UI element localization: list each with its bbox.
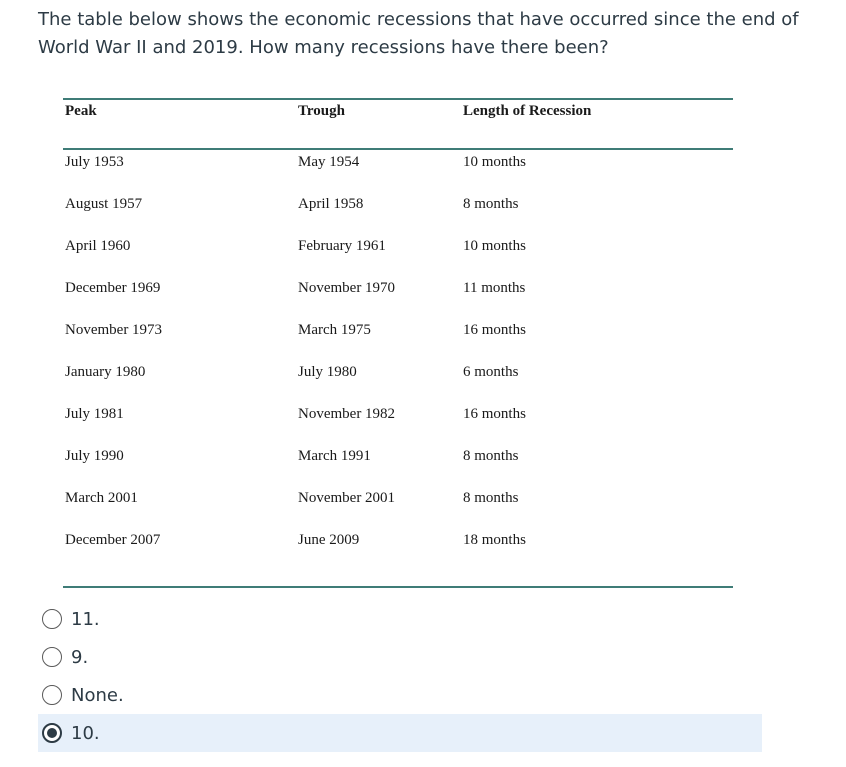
table-row — [63, 238, 733, 280]
table-body — [63, 154, 733, 556]
question-text: The table below shows the economic recessions that have occurred since the end of World War II and 2019. How many recessions have there been? — [38, 9, 799, 58]
answer-option-9[interactable] — [38, 638, 762, 676]
cell-trough: November 2001 — [298, 490, 396, 506]
table-row — [63, 154, 733, 196]
cell-trough: July 1980 — [298, 364, 357, 380]
table-bottom-gap — [63, 556, 733, 586]
table-bottom-rule — [63, 586, 733, 588]
answer-label: None. — [71, 684, 124, 706]
header-peak: Peak — [65, 103, 97, 119]
cell-trough: November 1970 — [298, 280, 396, 296]
answer-label: 9. — [71, 646, 89, 668]
radio-unchecked-icon[interactable] — [42, 685, 62, 705]
cell-peak: August 1957 — [65, 196, 143, 212]
cell-peak: July 1981 — [65, 406, 124, 422]
cell-length: 8 months — [463, 490, 519, 506]
table-row — [63, 364, 733, 406]
cell-length: 11 months — [463, 280, 526, 296]
cell-trough: June 2009 — [298, 532, 360, 548]
table-row — [63, 532, 733, 556]
answer-label: 11. — [71, 608, 100, 630]
header-trough: Trough — [298, 103, 345, 119]
cell-trough: November 1982 — [298, 406, 396, 422]
cell-peak: April 1960 — [65, 238, 131, 254]
table-header-row — [63, 100, 733, 148]
cell-length: 10 months — [463, 154, 526, 170]
answer-option-none[interactable] — [38, 676, 762, 714]
cell-peak: July 1953 — [65, 154, 124, 170]
cell-peak: January 1980 — [65, 364, 146, 380]
table-row — [63, 490, 733, 532]
cell-trough: February 1961 — [298, 238, 386, 254]
cell-peak: December 2007 — [65, 532, 161, 548]
table-header-rule — [63, 148, 733, 150]
table-row — [63, 280, 733, 322]
answer-choices — [38, 600, 762, 752]
table-row — [63, 196, 733, 238]
recessions-table-image — [63, 98, 733, 588]
cell-length: 8 months — [463, 196, 519, 212]
cell-trough: April 1958 — [298, 196, 364, 212]
cell-trough: May 1954 — [298, 154, 360, 170]
cell-peak: November 1973 — [65, 322, 163, 338]
radio-checked-icon[interactable] — [42, 723, 62, 743]
cell-length: 18 months — [463, 532, 526, 548]
cell-length: 10 months — [463, 238, 526, 254]
answer-option-10[interactable] — [38, 714, 762, 752]
table-row — [63, 406, 733, 448]
cell-length: 16 months — [463, 322, 526, 338]
cell-length: 8 months — [463, 448, 519, 464]
table-row — [63, 448, 733, 490]
header-length: Length of Recession — [463, 103, 592, 119]
recessions-table — [63, 100, 733, 148]
table-row — [63, 322, 733, 364]
answer-option-11[interactable] — [38, 600, 762, 638]
cell-peak: December 1969 — [65, 280, 161, 296]
cell-length: 16 months — [463, 406, 526, 422]
cell-trough: March 1991 — [298, 448, 371, 464]
answer-label: 10. — [71, 722, 100, 744]
radio-unchecked-icon[interactable] — [42, 609, 62, 629]
cell-trough: March 1975 — [298, 322, 371, 338]
cell-length: 6 months — [463, 364, 519, 380]
cell-peak: July 1990 — [65, 448, 124, 464]
radio-unchecked-icon[interactable] — [42, 647, 62, 667]
cell-peak: March 2001 — [65, 490, 138, 506]
